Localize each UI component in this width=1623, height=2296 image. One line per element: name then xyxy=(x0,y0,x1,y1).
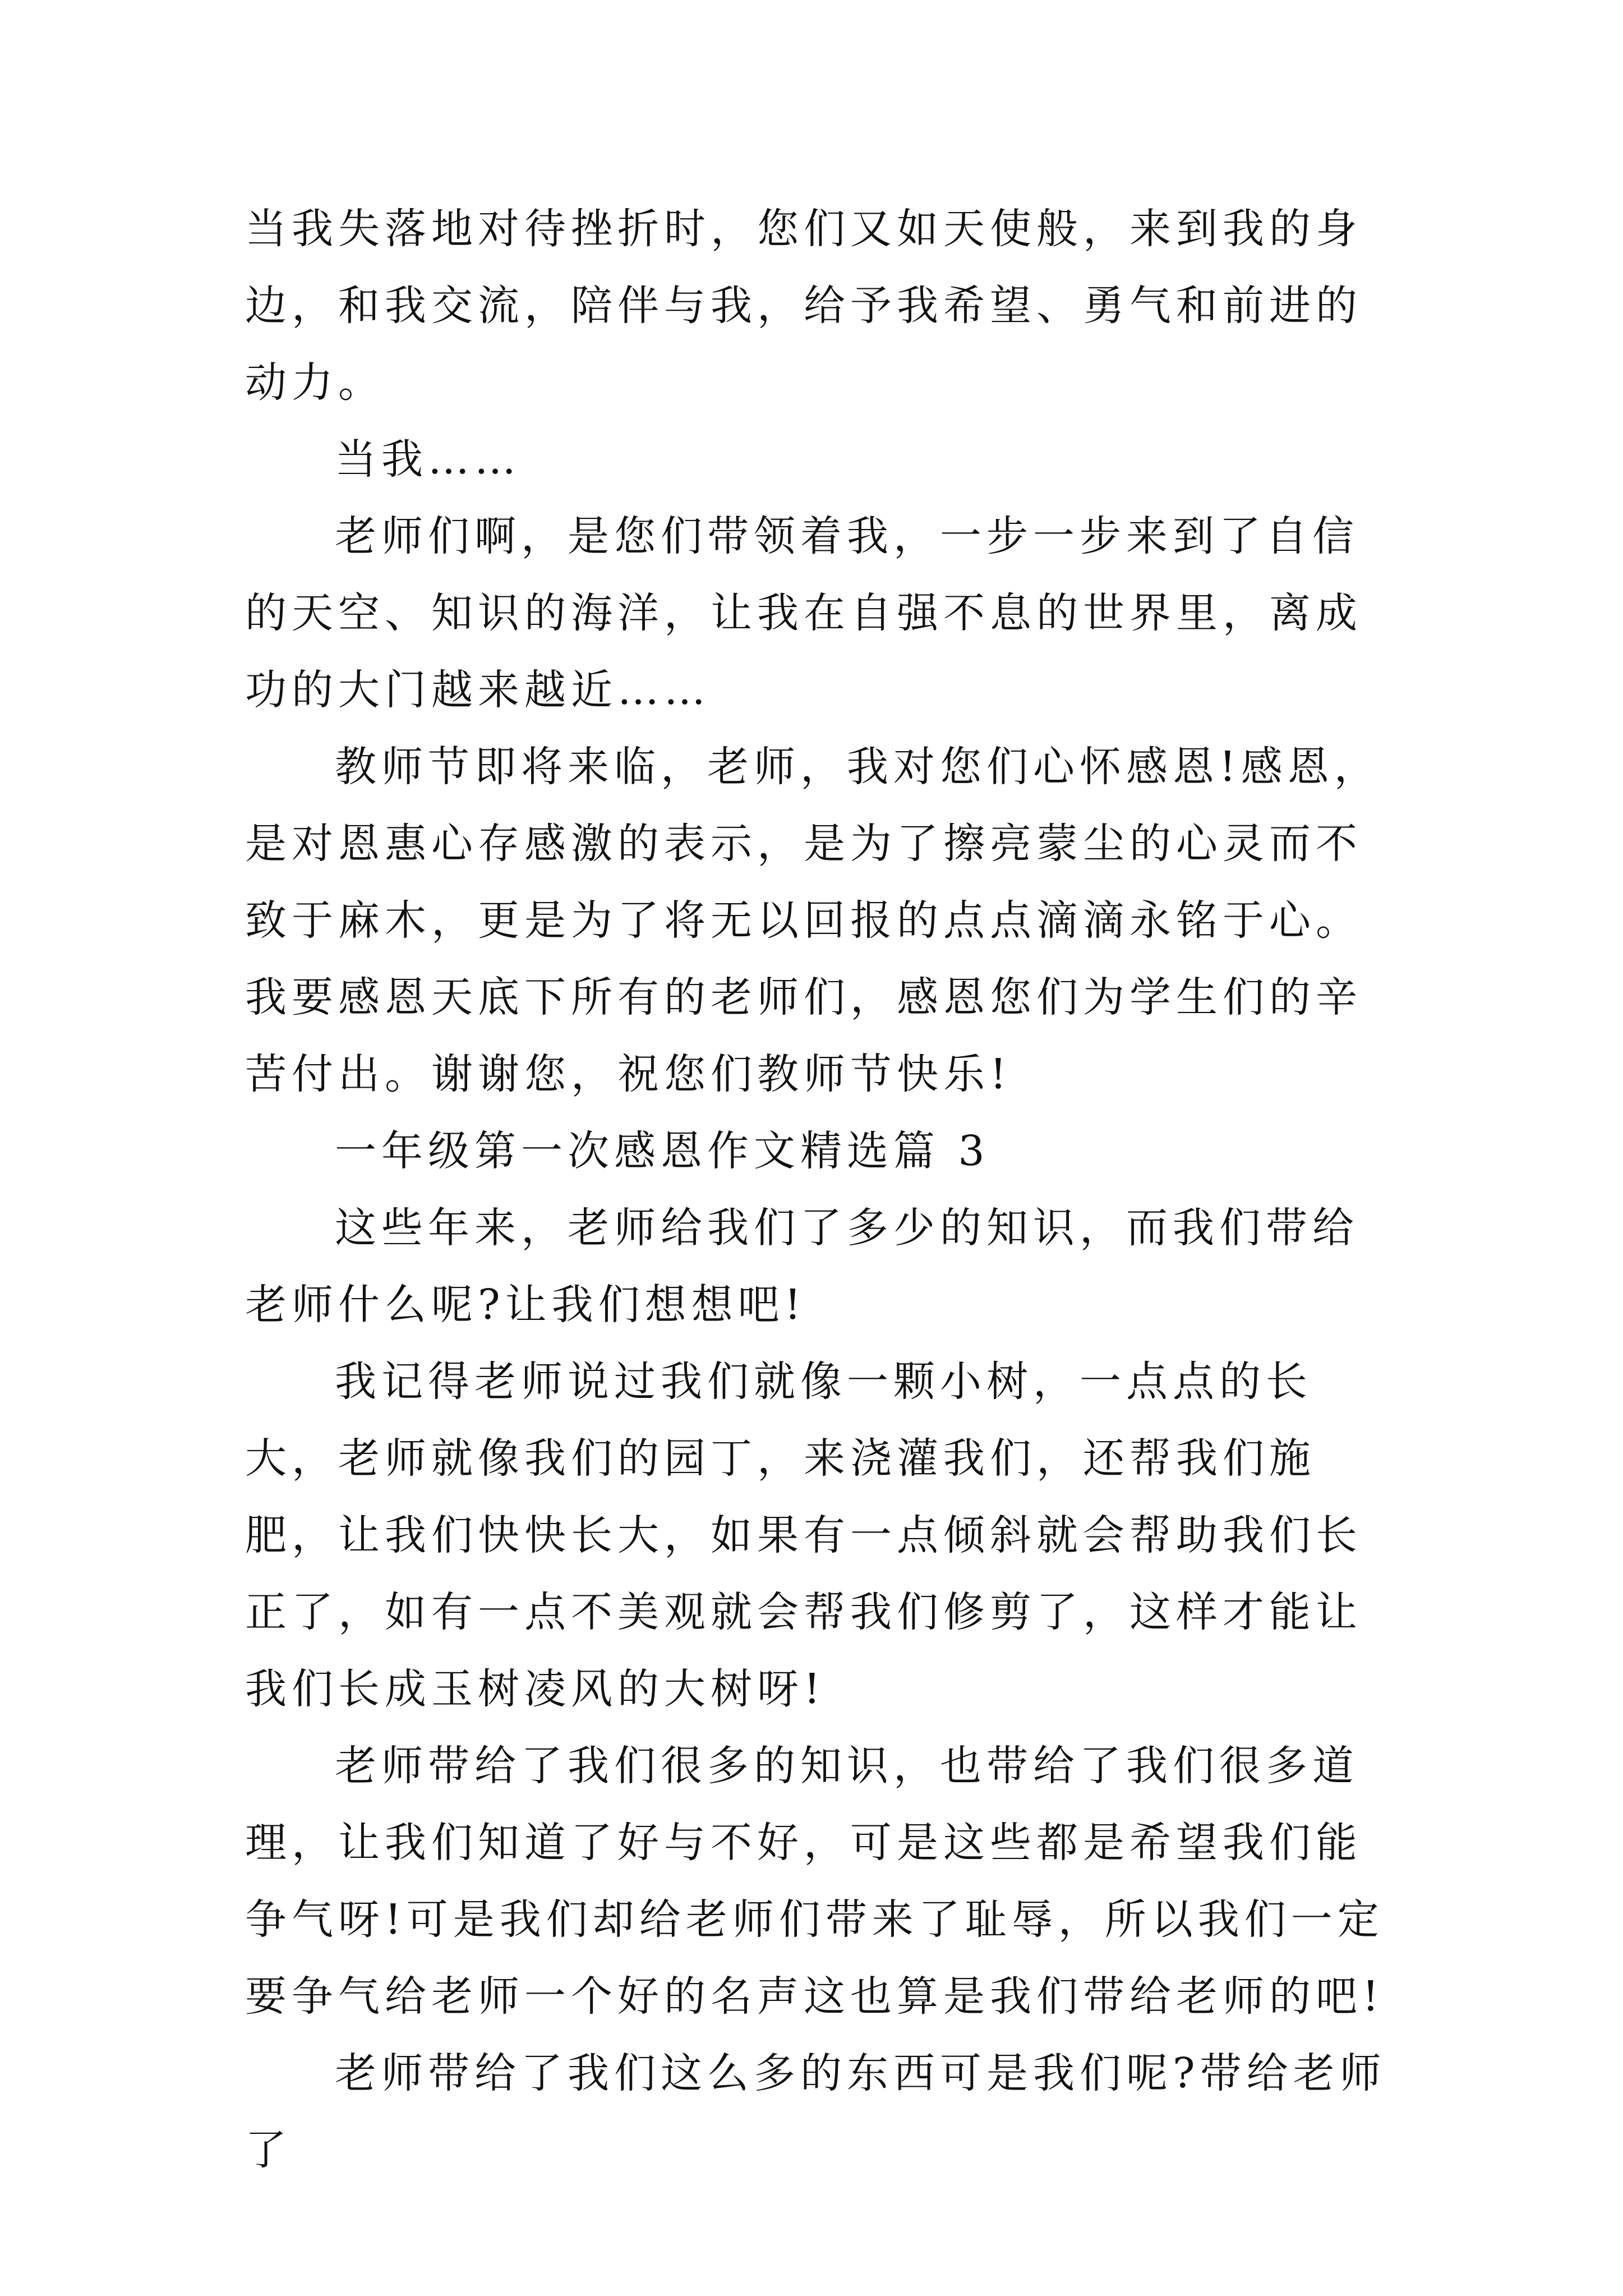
paragraph-4: 教师节即将来临，老师，我对您们心怀感恩!感恩，是对恩惠心存感激的表示，是为了擦亮蒙尘的心灵而不致于麻木，更是为了将无以回报的点点滴滴永铭于心。我要感恩天底下所有的老师们，感恩您们为学生们的辛苦付出。谢谢您，祝您们教师节快乐! xyxy=(245,743,1381,1098)
paragraph-3: 老师们啊，是您们带领着我，一步一步来到了自信的天空、知识的海洋，让我在自强不息的世界里，离成功的大门越来越近…… xyxy=(245,512,1362,714)
section-heading: 一年级第一次感恩作文精选篇 3 xyxy=(335,1127,990,1175)
paragraph-1: 当我失落地对待挫折时，您们又如天使般，来到我的身边，和我交流，陪伴与我，给予我希望、勇气和前进的动力。 xyxy=(245,205,1362,407)
paragraph-7: 我记得老师说过我们就像一颗小树，一点点的长大，老师就像我们的园丁，来浇灌我们，还帮我们施肥，让我们快快长大，如果有一点倾斜就会帮助我们长正了，如有一点不美观就会帮我们修剪了，这样才能让我们长成玉树凌风的大树呀! xyxy=(245,1358,1362,1713)
paragraph-2: 当我…… xyxy=(335,435,521,484)
paragraph-9: 老师带给了我们这么多的东西可是我们呢?带给老师了 xyxy=(245,2049,1386,2174)
paragraph-8: 老师带给了我们很多的知识，也带给了我们很多道理，让我们知道了好与不好，可是这些都是希望我们能争气呀!可是我们却给老师们带来了耻辱，所以我们一定要争气给老师一个好的名声这也算是我们带给老师的吧! xyxy=(245,1742,1384,2021)
paragraph-6: 这些年来，老师给我们了多少的知识，而我们带给老师什么呢?让我们想想吧! xyxy=(245,1204,1359,1329)
document-body xyxy=(245,191,1389,2189)
